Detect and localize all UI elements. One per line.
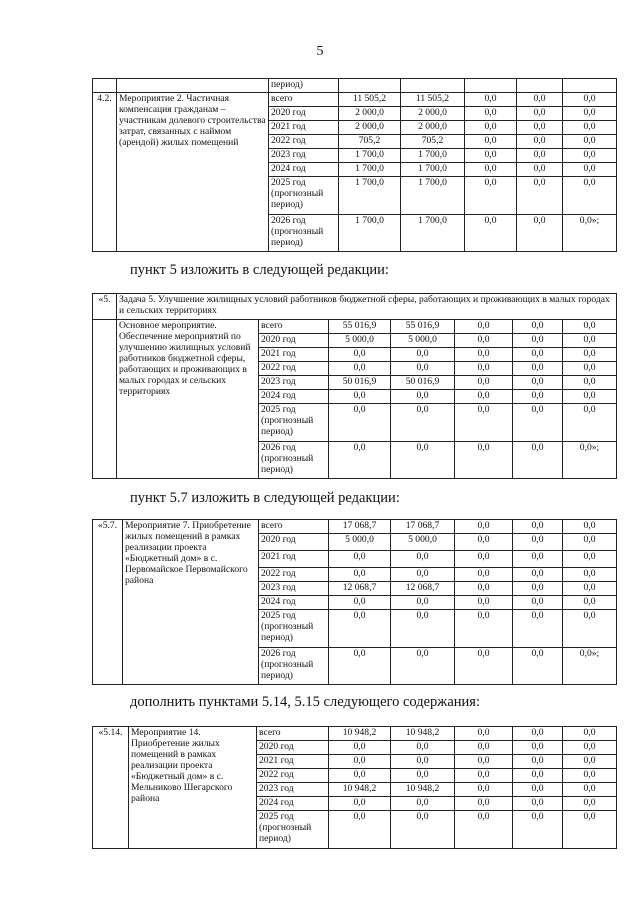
value-cell: 5 000,0 [391,534,455,551]
value-cell: 0,0 [513,783,563,797]
value-cell: 0,0 [455,320,513,334]
value-cell: 0,0 [455,582,513,596]
value-cell: 12 068,7 [329,582,391,596]
page-number: 5 [316,44,324,59]
year-cell: 2024 год [259,390,329,404]
value-cell: 0,0 [563,783,617,797]
value-cell: 1 700,0 [401,215,465,252]
measure-name: Мероприятие 7. Приобретение жилых помещений в рамках реализации проекта «Бюджетный дом» в с. Первомайское Первомайского района [123,520,259,685]
value-cell: 0,0 [455,783,513,797]
value-cell: 0,0 [455,596,513,610]
value-cell: 0,0 [513,741,563,755]
value-cell: 2 000,0 [401,107,465,121]
value-cell: 0,0 [563,93,617,107]
value-cell: 0,0 [455,520,513,534]
value-cell: 0,0»; [563,215,617,252]
value-cell: 0,0 [563,362,617,376]
value-cell: 0,0 [513,797,563,811]
value-cell: 17 068,7 [391,520,455,534]
value-cell: 0,0 [563,582,617,596]
value-cell: 0,0 [563,376,617,390]
value-cell: 0,0 [329,769,391,783]
value-cell: 0,0 [455,568,513,582]
year-cell: 2023 год [259,376,329,390]
value-cell: 0,0 [563,797,617,811]
value-cell: 0,0 [455,348,513,362]
value-cell: 0,0 [455,334,513,348]
year-cell: всего [259,320,329,334]
value-cell: 0,0 [465,163,517,177]
value-cell: 0,0 [563,755,617,769]
value-cell: 17 068,7 [329,520,391,534]
value-cell: 0,0 [329,551,391,568]
value-cell: 0,0 [465,135,517,149]
value-cell: 10 948,2 [391,727,455,741]
value-cell: 0,0 [513,648,563,685]
value-cell: 2 000,0 [339,121,401,135]
value-cell: 0,0 [455,811,513,849]
task-row [93,294,617,320]
value-cell: 0,0 [455,551,513,568]
value-cell: 0,0 [563,727,617,741]
value-cell: 0,0 [513,390,563,404]
value-cell: 0,0 [517,177,563,215]
value-cell: 0,0 [563,107,617,121]
value-cell: 0,0 [517,215,563,252]
value-cell: 0,0 [465,149,517,163]
value-cell: 0,0 [513,404,563,442]
value-cell: 0,0 [513,534,563,551]
value-cell: 5 000,0 [391,334,455,348]
value-cell: 0,0 [391,648,455,685]
value-cell: 10 948,2 [391,783,455,797]
value-cell: 11 505,2 [401,93,465,107]
value-cell: 0,0 [455,442,513,479]
value-cell: 0,0 [517,93,563,107]
value-cell: 0,0 [563,348,617,362]
year-cell: 2020 год [259,334,329,348]
value-cell: 705,2 [401,135,465,149]
year-cell: период) [269,79,339,93]
value-cell: 0,0 [391,596,455,610]
year-cell: 2026 год (прогнозный период) [269,215,339,252]
value-cell: 0,0 [391,811,455,849]
year-cell: 2023 год [269,149,339,163]
year-cell: 2020 год [257,741,329,755]
paragraph-items-5-14-5-15: дополнить пунктами 5.14, 5.15 следующего содержания: [130,694,480,710]
year-cell: 2021 год [259,348,329,362]
measure-name: Мероприятие 14. Приобретение жилых помещений в рамках реализации проекта «Бюджетный дом» в с. Мельниково Шегарского района [129,727,257,849]
value-cell: 11 505,2 [339,93,401,107]
value-cell: 0,0 [329,348,391,362]
value-cell: 0,0 [391,362,455,376]
year-cell: 2025 год (прогнозный период) [259,404,329,442]
value-cell: 0,0 [465,177,517,215]
year-cell: 2024 год [257,797,329,811]
value-cell: 0,0 [391,390,455,404]
value-cell: 0,0 [329,741,391,755]
year-cell: 2022 год [269,135,339,149]
value-cell: 0,0 [329,442,391,479]
paragraph-item-5-7: пункт 5.7 изложить в следующей редакции: [130,490,400,506]
value-cell: 0,0 [391,755,455,769]
value-cell: 0,0 [513,442,563,479]
value-cell: 5 000,0 [329,334,391,348]
value-cell: 0,0 [513,320,563,334]
value-cell: 55 016,9 [391,320,455,334]
value-cell: 0,0 [329,648,391,685]
value-cell: 0,0 [465,107,517,121]
value-cell: 0,0 [563,741,617,755]
value-cell: 0,0 [563,520,617,534]
value-cell: 0,0 [391,568,455,582]
value-cell: 705,2 [339,135,401,149]
value-cell: 0,0 [465,215,517,252]
value-cell: 0,0 [391,442,455,479]
row-index: «5.7. [93,520,123,685]
value-cell: 0,0 [513,755,563,769]
value-cell: 0,0 [455,362,513,376]
table-item-5-7 [92,519,617,685]
year-cell: 2022 год [259,568,329,582]
value-cell: 0,0 [563,121,617,135]
value-cell: 0,0 [563,596,617,610]
row-index: 4.2. [93,93,117,252]
value-cell: 1 700,0 [339,149,401,163]
value-cell: 0,0 [391,741,455,755]
year-cell: 2021 год [257,755,329,769]
value-cell: 1 700,0 [339,215,401,252]
value-cell: 0,0 [563,769,617,783]
value-cell: 0,0 [513,568,563,582]
task-title: Задача 5. Улучшение жилищных условий работников бюджетной сферы, работающих и проживающих в малых городах и сельских территориях [117,294,617,320]
value-cell: 0,0 [563,177,617,215]
year-cell: всего [269,93,339,107]
value-cell: 1 700,0 [339,177,401,215]
value-cell: 10 948,2 [329,727,391,741]
value-cell: 0,0 [513,348,563,362]
year-cell: 2020 год [269,107,339,121]
value-cell: 0,0 [563,390,617,404]
row-index: «5. [93,294,117,320]
value-cell: 0,0 [513,520,563,534]
year-cell: 2020 год [259,534,329,551]
value-cell: 10 948,2 [329,783,391,797]
value-cell: 0,0 [517,107,563,121]
value-cell: 0,0 [391,610,455,648]
value-cell: 0,0 [391,769,455,783]
value-cell: 0,0 [455,390,513,404]
value-cell: 0,0 [513,811,563,849]
year-cell: 2021 год [269,121,339,135]
year-cell: 2025 год (прогнозный период) [269,177,339,215]
value-cell: 0,0 [513,551,563,568]
value-cell: 0,0 [563,163,617,177]
value-cell: 0,0 [455,797,513,811]
table-row [93,93,617,107]
table-row [93,320,617,334]
value-cell: 1 700,0 [339,163,401,177]
year-cell: 2026 год (прогнозный период) [259,648,329,685]
measure-name: Мероприятие 2. Частичная компенсация гражданам – участникам долевого строительства затрат, связанных с наймом (арендой) жилых помещений [117,93,269,252]
value-cell: 0,0 [329,362,391,376]
table-item-5-14 [92,726,617,849]
value-cell: 0,0 [563,534,617,551]
value-cell: 0,0 [513,582,563,596]
year-cell: 2023 год [259,582,329,596]
table-row [93,727,617,741]
value-cell: 50 016,9 [391,376,455,390]
value-cell: 0,0 [455,741,513,755]
value-cell: 0,0 [329,797,391,811]
value-cell: 2 000,0 [401,121,465,135]
value-cell: 12 068,7 [391,582,455,596]
year-cell: 2026 год (прогнозный период) [259,442,329,479]
value-cell: 0,0 [563,334,617,348]
value-cell: 0,0 [391,551,455,568]
value-cell: 0,0 [513,334,563,348]
year-cell: 2021 год [259,551,329,568]
year-cell: 2022 год [257,769,329,783]
value-cell: 0,0 [329,568,391,582]
value-cell: 1 700,0 [401,149,465,163]
value-cell: 0,0 [513,362,563,376]
table-row [93,520,617,534]
value-cell: 0,0 [455,727,513,741]
value-cell: 0,0 [455,534,513,551]
value-cell: 0,0 [517,149,563,163]
value-cell: 0,0 [563,811,617,849]
table-row [93,79,617,93]
value-cell: 0,0 [455,376,513,390]
year-cell: 2024 год [269,163,339,177]
value-cell: 0,0 [563,551,617,568]
value-cell: 0,0 [329,596,391,610]
year-cell: всего [259,520,329,534]
value-cell: 1 700,0 [401,163,465,177]
value-cell: 0,0 [513,727,563,741]
value-cell: 0,0 [563,404,617,442]
year-cell: 2023 год [257,783,329,797]
value-cell: 0,0 [513,769,563,783]
value-cell: 0,0 [517,163,563,177]
value-cell: 0,0 [563,320,617,334]
value-cell: 5 000,0 [329,534,391,551]
value-cell: 1 700,0 [401,177,465,215]
value-cell: 0,0 [513,376,563,390]
value-cell: 0,0 [391,348,455,362]
year-cell: 2025 год (прогнозный период) [257,811,329,849]
value-cell: 50 016,9 [329,376,391,390]
value-cell: 0,0 [455,404,513,442]
paragraph-item-5: пункт 5 изложить в следующей редакции: [130,262,389,278]
value-cell: 0,0 [513,610,563,648]
value-cell: 55 016,9 [329,320,391,334]
value-cell: 0,0 [455,755,513,769]
value-cell: 0,0 [329,404,391,442]
value-cell: 0,0 [563,149,617,163]
value-cell: 0,0 [329,755,391,769]
value-cell: 0,0 [455,648,513,685]
row-index: «5.14. [93,727,129,849]
value-cell: 0,0 [329,390,391,404]
value-cell: 0,0 [329,610,391,648]
table-item-5 [92,293,617,479]
value-cell: 0,0 [465,121,517,135]
value-cell: 0,0 [563,135,617,149]
year-cell: 2025 год (прогнозный период) [259,610,329,648]
value-cell: 0,0 [391,404,455,442]
value-cell: 0,0»; [563,648,617,685]
value-cell: 0,0 [517,121,563,135]
value-cell: 0,0 [391,797,455,811]
table-measure-4-2 [92,78,617,252]
value-cell: 0,0 [563,568,617,582]
year-cell: 2022 год [259,362,329,376]
value-cell: 0,0»; [563,442,617,479]
value-cell: 2 000,0 [339,107,401,121]
value-cell: 0,0 [517,135,563,149]
year-cell: всего [257,727,329,741]
year-cell: 2024 год [259,596,329,610]
value-cell: 0,0 [465,93,517,107]
measure-name: Основное мероприятие. Обеспечение мероприятий по улучшению жилищных условий работников бюджетной сферы, работающих и проживающих в малых городах и сельских территориях [117,320,259,479]
value-cell: 0,0 [455,610,513,648]
value-cell: 0,0 [563,610,617,648]
value-cell: 0,0 [329,811,391,849]
value-cell: 0,0 [455,769,513,783]
value-cell: 0,0 [513,596,563,610]
